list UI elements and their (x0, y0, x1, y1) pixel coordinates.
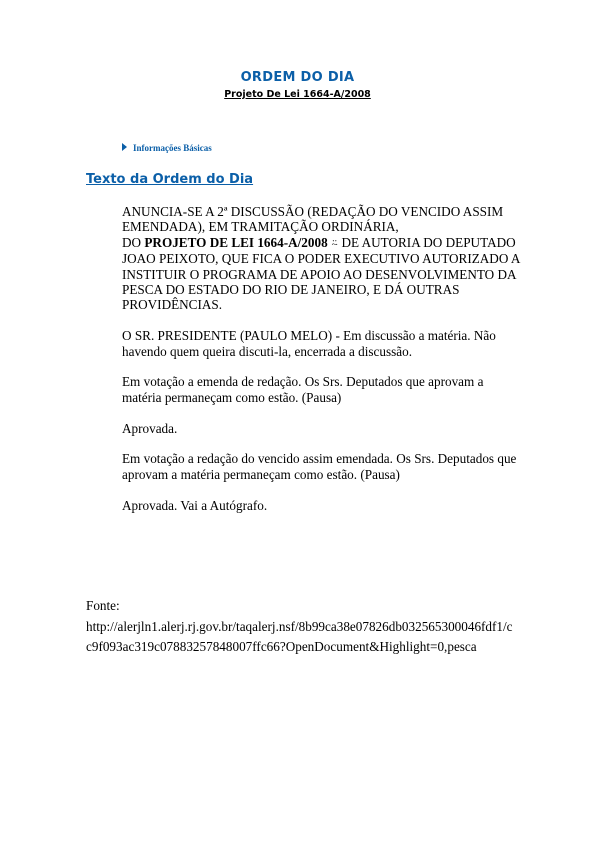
vote-final-paragraph: Em votação a redação do vencido assim emendada. Os Srs. Deputados que aprovam a matéria permaneçam como estão. (Pausa) (122, 451, 517, 482)
page-title: ORDEM DO DIA (240, 70, 355, 85)
bill-reference: PROJETO DE LEI 1664-A/2008 (144, 234, 328, 250)
special-symbol-icon: ⍨ (330, 235, 339, 250)
bill-subtitle: Projeto De Lei 1664-A/2008 (224, 89, 371, 100)
president-paragraph: O SR. PRESIDENTE (PAULO MELO) - Em discussão a matéria. Não havendo quem queira discuti-la, encerrada a discussão. (122, 328, 496, 359)
approved-paragraph: Aprovada. (122, 420, 178, 436)
source-url[interactable]: http://alerjln1.alerj.rj.gov.br/taqalerj.nsf/8b99ca38e07826db032565300046fdf1/cc9f093ac319c07883257848007ffc66?OpenDocument&Highlight=0,pesca (86, 618, 513, 654)
document-body (122, 204, 522, 528)
triangle-right-icon (122, 143, 127, 151)
vote-amendment-paragraph: Em votação a emenda de redação. Os Srs. Deputados que aprovam a matéria permaneçam como estão. (Pausa) (122, 374, 484, 405)
autograph-paragraph: Aprovada. Vai a Autógrafo. (122, 497, 268, 513)
section-heading: Texto da Ordem do Dia (86, 172, 254, 187)
announcement-paragraph (122, 204, 522, 313)
basic-info-link[interactable] (122, 143, 212, 153)
basic-info-label: Informações Básicas (133, 143, 212, 153)
source-block (86, 596, 516, 658)
source-label: Fonte: (86, 598, 120, 613)
announcement-intro: ANUNCIA-SE A 2ª DISCUSSÃO (REDAÇÃO DO VENCIDO ASSIM EMENDADA), EM TRAMITAÇÃO ORDINÁRIA, (122, 204, 504, 235)
announcement-rest: DE AUTORIA DO DEPUTADO JOAO PEIXOTO, QUE FICA O PODER EXECUTIVO AUTORIZADO A INSTITUIR O PROGRAMA DE APOIO AO DESENVOLVIMENTO DA PESCA DO ESTADO DO RIO DE JANEIRO, E DÁ OUTRAS PROVIDÊNCIAS. (122, 234, 520, 313)
announcement-prefix: DO (122, 234, 142, 250)
